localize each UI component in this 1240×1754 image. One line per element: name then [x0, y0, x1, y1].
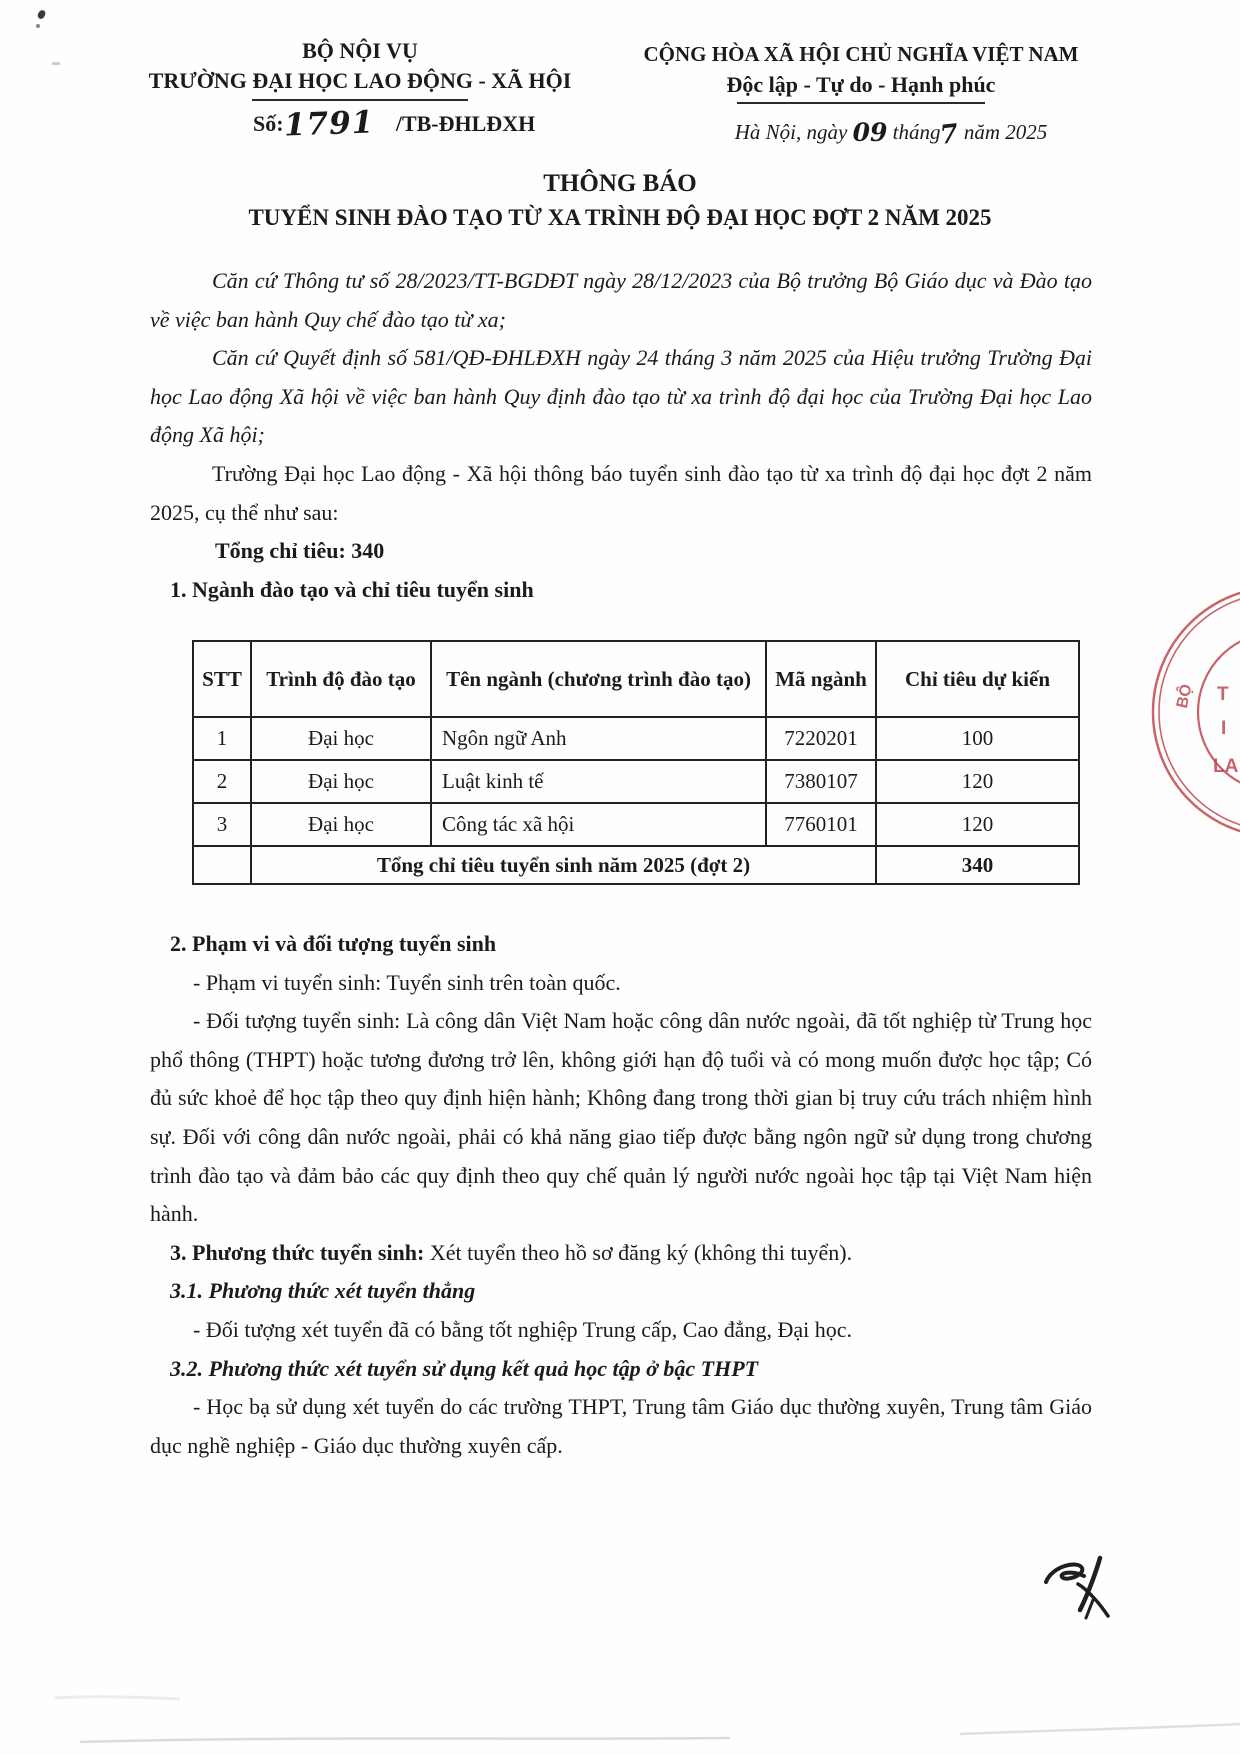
admissions-table: [192, 640, 1080, 885]
document-title: THÔNG BÁO: [543, 170, 697, 197]
col-header-quota: Chỉ tiêu dự kiến: [876, 641, 1079, 717]
document-preamble-block: [150, 262, 1092, 609]
cell-code: 7220201: [766, 717, 876, 760]
col-header-code: Mã ngành: [766, 641, 876, 717]
intro-paragraph: Trường Đại học Lao động - Xã hội thông báo tuyển sinh đào tạo từ xa trình độ đại học đợt 2 năm 2025, cụ thể như sau:: [150, 460, 1092, 525]
scan-speck: [52, 62, 60, 65]
stamp-outer-text: BỘ: [1173, 682, 1196, 710]
document-subtitle: TUYỂN SINH ĐÀO TẠO TỪ XA TRÌNH ĐỘ ĐẠI HỌC ĐỢT 2 NĂM 2025: [248, 205, 992, 230]
scan-shadow-lines: [0, 1690, 1240, 1754]
document-sections-block: [150, 925, 1092, 1465]
section-3-2-text: - Học bạ sử dụng xét tuyển do các trường THPT, Trung tâm Giáo dục thường xuyên, Trung tâm Giáo dục nghề nghiệp - Giáo dục thường xuyên cấp.: [150, 1394, 1092, 1458]
cell-level: Đại học: [251, 803, 431, 846]
section-3-heading-rest: Xét tuyển theo hồ sơ đăng ký (không thi tuyển).: [424, 1239, 853, 1265]
preamble-paragraph: Căn cứ Thông tư số 28/2023/TT-BGDĐT ngày 28/12/2023 của Bộ trưởng Bộ Giáo dục và Đào tạo về việc ban hành Quy chế đào tạo từ xa;: [150, 268, 1092, 332]
doc-number-suffix: /TB-ĐHLĐXH: [395, 111, 536, 136]
table-row: [193, 717, 1079, 760]
section-3-2-heading: 3.2. Phương thức xét tuyển sử dụng kết quả học tập ở bậc THPT: [170, 1355, 759, 1381]
header-national-motto: [618, 40, 1104, 150]
section-3-1-text: - Đối tượng xét tuyển đã có bằng tốt nghiệp Trung cấp, Cao đẳng, Đại học.: [193, 1316, 853, 1342]
date-prefix: Hà Nội, ngày: [734, 120, 848, 144]
section-3-heading-bold: 3. Phương thức tuyển sinh:: [170, 1239, 425, 1265]
university-name: TRƯỜNG ĐẠI HỌC LAO ĐỘNG - XÃ HỘI: [148, 68, 572, 93]
stamp-fragment: T: [1217, 684, 1229, 705]
signature-mark: [1038, 1552, 1128, 1627]
cell-stt: 2: [193, 760, 251, 803]
date-suffix: năm 2025: [963, 120, 1048, 144]
header-left-underline: [252, 99, 468, 101]
table-total-row: [193, 846, 1079, 884]
cell-major: Ngôn ngữ Anh: [431, 717, 766, 760]
date-line: [618, 118, 1104, 150]
cell-major: Luật kinh tế: [431, 760, 766, 803]
cell-code: 7380107: [766, 760, 876, 803]
document-number: [253, 106, 583, 142]
section-3-heading: [150, 1234, 1092, 1273]
cell-code: 7760101: [766, 803, 876, 846]
cell-empty: [193, 846, 251, 884]
cell-stt: 1: [193, 717, 251, 760]
section-1-heading: 1. Ngành đào tạo và chỉ tiêu tuyển sinh: [170, 576, 534, 602]
date-day-handwritten: 09: [852, 118, 888, 147]
total-quota: Tổng chỉ tiêu: 340: [215, 538, 385, 564]
section-2-heading: 2. Phạm vi và đối tượng tuyển sinh: [170, 931, 497, 956]
admissions-table-wrapper: [192, 640, 1080, 885]
target-paragraph: - Đối tượng tuyển sinh: Là công dân Việt Nam hoặc công dân nước ngoài, đã tốt nghiệp từ Trung học phổ thông (THPT) hoặc tương đương trở lên, không giới hạn độ tuổi và có mong muốn được học tập; Có đủ sức khoẻ để học tập theo quy định hiện hành; Không đang trong thời gian bị truy cứu trách nhiệm hình sự. Đối với công dân nước ngoài, phải có khả năng giao tiếp được bằng ngôn ngữ sử dụng trong chương trình đào tạo và đảm bảo các quy định theo quy chế quản lý người nước ngoài học tập tại Việt Nam hiện hành.: [150, 1008, 1092, 1227]
university-seal-stamp: [1145, 582, 1240, 844]
table-row: [193, 803, 1079, 846]
scan-speck: [37, 9, 46, 20]
cell-quota: 120: [876, 760, 1079, 803]
table-row: [193, 760, 1079, 803]
date-month-handwritten: 7: [938, 119, 961, 151]
section-3-1-heading: 3.1. Phương thức xét tuyển thẳng: [170, 1278, 476, 1304]
scan-speck: [36, 24, 40, 28]
cell-level: Đại học: [251, 717, 431, 760]
header-right-underline: [737, 102, 985, 104]
stamp-fragment: I: [1221, 718, 1227, 739]
total-label: Tổng chỉ tiêu tuyển sinh năm 2025 (đợt 2): [251, 846, 876, 884]
col-header-stt: STT: [193, 641, 251, 717]
doc-number-handwritten: 1791: [282, 104, 375, 144]
preamble-paragraph: Căn cứ Quyết định số 581/QĐ-ĐHLĐXH ngày 24 tháng 3 năm 2025 của Hiệu trưởng Trường Đại học Lao động Xã hội về việc ban hành Quy định đào tạo từ xa trình độ đại học của Trường Đại học Lao động Xã hội;: [150, 345, 1092, 448]
date-mid: tháng: [892, 120, 941, 144]
independence-motto: Độc lập - Tự do - Hạnh phúc: [726, 72, 996, 97]
scope-line: - Phạm vi tuyển sinh: Tuyển sinh trên toàn quốc.: [193, 969, 621, 995]
table-header-row: [193, 641, 1079, 717]
cell-quota: 120: [876, 803, 1079, 846]
cell-major: Công tác xã hội: [431, 803, 766, 846]
cell-stt: 3: [193, 803, 251, 846]
col-header-major: Tên ngành (chương trình đào tạo): [431, 641, 766, 717]
national-title: CỘNG HÒA XÃ HỘI CHỦ NGHĨA VIỆT NAM: [643, 42, 1079, 66]
header-issuing-agency: [148, 36, 572, 101]
ministry-name: BỘ NỘI VỤ: [302, 38, 418, 63]
stamp-fragment: LA: [1213, 756, 1239, 777]
doc-number-label: Số:: [253, 111, 284, 136]
col-header-level: Trình độ đào tạo: [251, 641, 431, 717]
total-value: 340: [876, 846, 1079, 884]
cell-level: Đại học: [251, 760, 431, 803]
cell-quota: 100: [876, 717, 1079, 760]
